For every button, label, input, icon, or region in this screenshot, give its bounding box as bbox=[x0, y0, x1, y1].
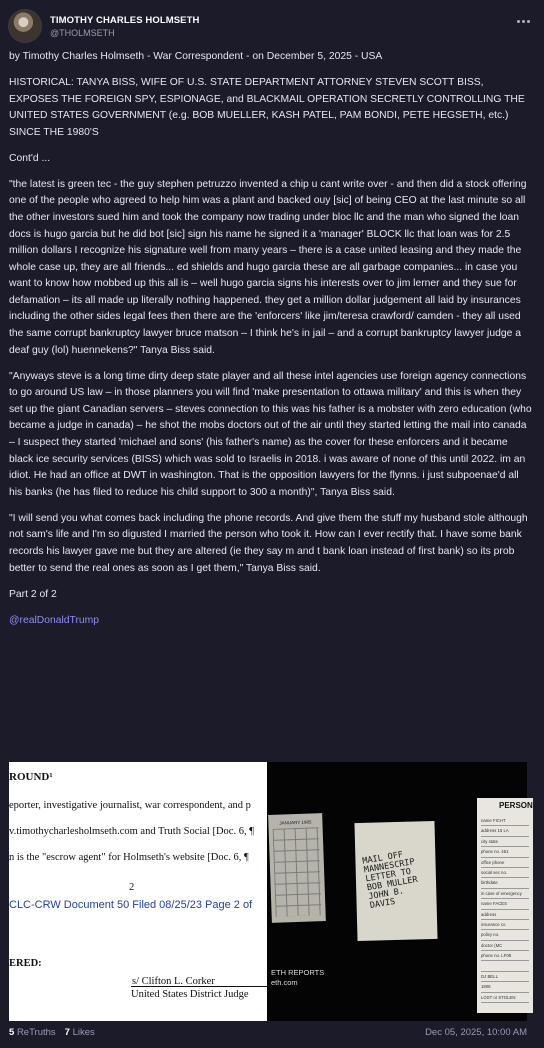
card-row: in case of emergency bbox=[481, 889, 529, 899]
doc-ordered: ERED: bbox=[9, 958, 42, 969]
likes-count[interactable] bbox=[65, 1027, 95, 1038]
card-row: insurance co bbox=[481, 920, 529, 930]
card-row: social sec no. bbox=[481, 868, 529, 878]
card-row: name FACES bbox=[481, 899, 529, 909]
mention-link[interactable]: @realDonaldTrump bbox=[9, 614, 100, 626]
retruths-label: ReTruths bbox=[16, 1027, 56, 1038]
card-rows bbox=[481, 816, 529, 1003]
likes-number: 7 bbox=[64, 1027, 70, 1038]
card-row: birthdate bbox=[481, 878, 529, 888]
signature-line bbox=[131, 986, 267, 987]
doc-heading: ROUND¹ bbox=[9, 771, 53, 783]
post-paragraph: "I will send you what comes back including the phone records. And give them the stuff my husband stole although not sam's life and I'm so digusted I married the person who took it. How can I ever rectify that. I have some bank records his lawyer gave me but they are altered (ie they say m and t bank loan instead of first bank) so its prob better to send the real ones as soon as I get them," Tanya Biss said. bbox=[9, 512, 528, 574]
calendar-grid bbox=[273, 827, 322, 917]
card-row: 1808 bbox=[481, 982, 529, 992]
post-byline: by Timothy Charles Holmseth - War Correspondent - on December 5, 2025 - USA bbox=[9, 51, 383, 62]
post-footer bbox=[9, 1027, 527, 1038]
post-timestamp[interactable]: Dec 05, 2025, 10:00 AM bbox=[425, 1027, 527, 1038]
card-row: address bbox=[481, 910, 529, 920]
image-overlay-text bbox=[271, 968, 324, 988]
card-row: policy no. bbox=[481, 930, 529, 940]
more-options-icon[interactable] bbox=[514, 14, 532, 28]
card-row: DJ BELL bbox=[481, 972, 529, 982]
avatar[interactable] bbox=[8, 9, 42, 43]
doc-line: eporter, investigative journalist, war correspondent, and p bbox=[9, 800, 251, 811]
dot bbox=[517, 20, 520, 23]
retruths-number: 5 bbox=[9, 1027, 15, 1038]
card-row bbox=[481, 961, 529, 971]
dot bbox=[527, 20, 530, 23]
card-title: PERSON bbox=[499, 801, 533, 810]
post-paragraph: Cont'd ... bbox=[9, 152, 51, 164]
handwritten-note-text: MAIL OFF MANNESCRIP LETTER TO BOB MULLER JOHN B. DAVIS bbox=[361, 849, 419, 911]
overlay-line: ETH REPORTS bbox=[271, 968, 325, 977]
post-body bbox=[9, 49, 532, 639]
media-attachments[interactable] bbox=[9, 762, 533, 1021]
post-paragraph: Part 2 of 2 bbox=[9, 588, 57, 600]
card-row: office phone bbox=[481, 858, 529, 868]
author-info bbox=[50, 15, 199, 38]
doc-judge-title: United States District Judge bbox=[131, 989, 249, 1000]
evidence-photos-image[interactable] bbox=[267, 762, 533, 1021]
card-row: phone no. 451 bbox=[481, 847, 529, 857]
calendar-planner-photo bbox=[268, 813, 326, 923]
overlay-line: eth.com bbox=[271, 978, 298, 987]
doc-signature: s/ Clifton L. Corker bbox=[132, 976, 215, 987]
doc-line: n is the "escrow agent" for Holmseth's website [Doc. 6, ¶ bbox=[9, 852, 249, 863]
card-row: name FICHT bbox=[481, 816, 529, 826]
dot bbox=[522, 20, 525, 23]
card-row: phone no. LF08 bbox=[481, 951, 529, 961]
retruths-count[interactable] bbox=[9, 1027, 56, 1038]
calendar-heading: JANUARY 1985 bbox=[279, 819, 312, 826]
personal-info-card-photo bbox=[477, 798, 533, 1013]
card-row: doctor (MC bbox=[481, 941, 529, 951]
author-display-name[interactable]: TIMOTHY CHARLES HOLMSETH bbox=[50, 14, 200, 26]
doc-line: v.timothycharlesholmseth.com and Truth Social [Doc. 6, ¶ bbox=[9, 826, 254, 837]
card-row: LOST or STOLEN bbox=[481, 993, 529, 1003]
post-paragraph: "Anyways steve is a long time dirty deep state player and all these intel agencies use foreign agency connections to go around US law – in those planners you will find 'make presentation to ottawa military' and this is when they set up the giant Canadian servers – steves connection to this was his father is a mobster with zero education (who became a judge in canada) – he shot the mobs doctors out of the air until they started letting the mail into canada – I suspect they started 'michael and sons' (his father's name) as the cover for these enforcers and it became black ice security services (BISS) which was sold to Israelis in 2018. i was aware of none of this until 2022. im an idiot. He had an office at DWT in washington. That is the opposition lawyers for the flynns. i just subpoenae'd all his banks (he has filed to reduce his child support to 300 a month)", Tanya Biss said. bbox=[9, 370, 532, 498]
post-header bbox=[8, 8, 199, 44]
doc-page-number: 2 bbox=[129, 882, 135, 893]
handwritten-note-photo bbox=[354, 821, 437, 941]
author-handle[interactable]: @THOLMSETH bbox=[50, 27, 115, 38]
post-headline: HISTORICAL: TANYA BISS, WIFE OF U.S. STATE DEPARTMENT ATTORNEY STEVEN SCOTT BISS, EXPOSES THE FOREIGN SPY, ESPIONAGE, and BLACKMAIL OPERATION SECRETLY CONTROLLING THE UNITED STATES GOVERNMENT (e.g. BOB MUELLER, KASH PATEL, PAM BONDI, PETE HEGSETH, etc.) SINCE THE 1980'S bbox=[9, 76, 525, 138]
post-paragraph: "the latest is green tec - the guy stephen petruzzo invented a chip u cant write over - and then did a stock offering one of the people who agreed to help him was a plant and backed ouy [sic] of being CEO at the last minute so all the other investors sued him and took the company now trading under bloc llc and the man who signed the loan docs is hugo garcia but he did bot [sic] sign his name he signed it a 'manager' BLOCK llc that loan was for 2.5 million dollars I recognize his signature well from many years – there is a case united leasing and they made the whole case up, they are all friends... ed shields and hugo garcia these are all garbage companies... in case you want to know how mobbed up this all is – well hugo garcia signs his interests over to jim lerner and they sue for defamation – its all made up literally nothing happened. they get a million dollar judgement all laid by insurances including the other sides legal fees then there are the 'enforcers' like jim/teresa crawford/ camden - they all used the same corrupt bankruptcy lawyer bruce matson – I think he's in jail – and a corrupt bankruptcy lawyer judge a deaf guy (lol) huennekens?" Tanya Biss said. bbox=[9, 178, 527, 356]
card-row: city state bbox=[481, 837, 529, 847]
court-document-image[interactable] bbox=[9, 762, 267, 1021]
doc-case-line: CLC-CRW Document 50 Filed 08/25/23 Page 2 of bbox=[9, 899, 253, 911]
likes-label: Likes bbox=[72, 1027, 95, 1038]
card-row: address 15 LA bbox=[481, 826, 529, 836]
